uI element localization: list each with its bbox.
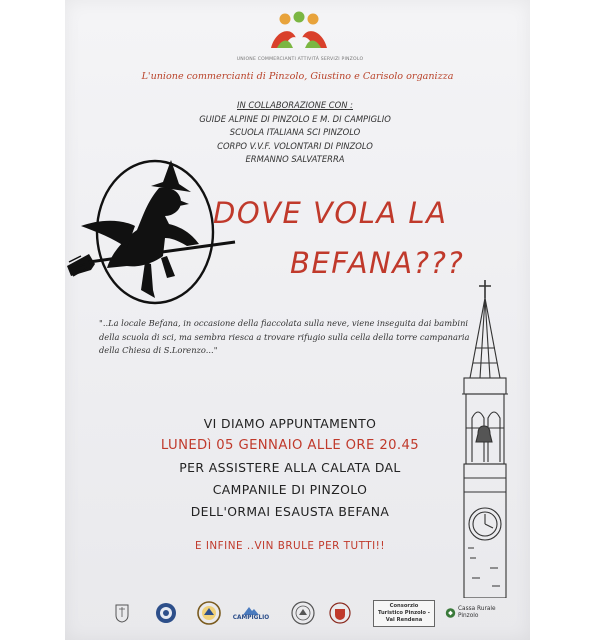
title-line-2: BEFANA??? [290, 246, 465, 280]
poster [65, 0, 530, 640]
partner-item: SCUOLA ITALIANA SCI PINZOLO [229, 127, 361, 138]
collaboration-block [160, 99, 430, 167]
appointment-line-4: CAMPANILE DI PINZOLO [212, 482, 368, 497]
partner-item: CORPO V.V.F. VOLONTARI DI PINZOLO [217, 140, 373, 151]
cassa-rurale-icon [445, 606, 456, 620]
story-quote: "..La locale Befana, in occasione della fiaccolata sulla neve, viene inseguita dai bambini della scuola di sci, ma sembra riesca a trovare rifugio sulla cella della torre campanaria della Chiesa di S.Lorenzo..." [99, 318, 470, 355]
partner-item: GUIDE ALPINE DI PINZOLO E M. DI CAMPIGLIO [199, 113, 391, 124]
union-logo [265, 10, 333, 54]
sponsor-crest-1 [111, 596, 133, 630]
sponsor-logo-5 [289, 596, 317, 630]
partner-person: ERMANNO SALVATERRA [245, 154, 345, 165]
finale-line: E INFINE ..VIN BRULE PER TUTTI!! [194, 540, 386, 552]
sponsor-campiglio [229, 596, 273, 630]
appointment-intro: VI DIAMO APPUNTAMENTO [203, 416, 377, 431]
event-date: LUNEDì 05 GENNAIO ALLE ORE 20.45 [160, 438, 420, 453]
cassa-label: Cassa Rurale Pinzolo [458, 606, 496, 619]
association-name: UNIONE COMMERCIANTI ATTIVITÀ SERVIZI PINZOLO [236, 57, 364, 62]
sponsor-logo-3 [195, 596, 223, 630]
collaboration-heading: IN COLLABORAZIONE CON : [237, 100, 353, 110]
sponsor-logo-2 [153, 596, 179, 630]
sponsor-logos-row [111, 596, 526, 630]
shield-emblem-icon [329, 601, 351, 625]
title-line-1: DOVE VOLA LA [213, 196, 448, 230]
consorzio-label: Consorzio Turistico Pinzolo -Val Rendena [373, 600, 435, 627]
sponsor-cassa-rurale [445, 596, 505, 630]
appointment-line-3: PER ASSISTERE ALLA CALATA DAL [179, 460, 401, 475]
round-badge-icon [155, 602, 177, 624]
appointment-line-5: DELL'ORMAI ESAUSTA BEFANA [190, 504, 390, 519]
sponsor-logo-6 [327, 596, 353, 630]
mountain-icon [243, 605, 259, 615]
appointment-block [125, 413, 455, 523]
campiglio-label: CAMPIGLIO [232, 614, 270, 621]
main-title [213, 188, 513, 288]
round-emblem-icon [291, 601, 315, 625]
crest-icon [114, 603, 130, 623]
round-seal-icon [197, 601, 221, 625]
sponsor-consorzio [373, 596, 435, 630]
organizer-line: L'unione commercianti di Pinzolo, Giustino e Carisolo organizza [141, 71, 454, 82]
